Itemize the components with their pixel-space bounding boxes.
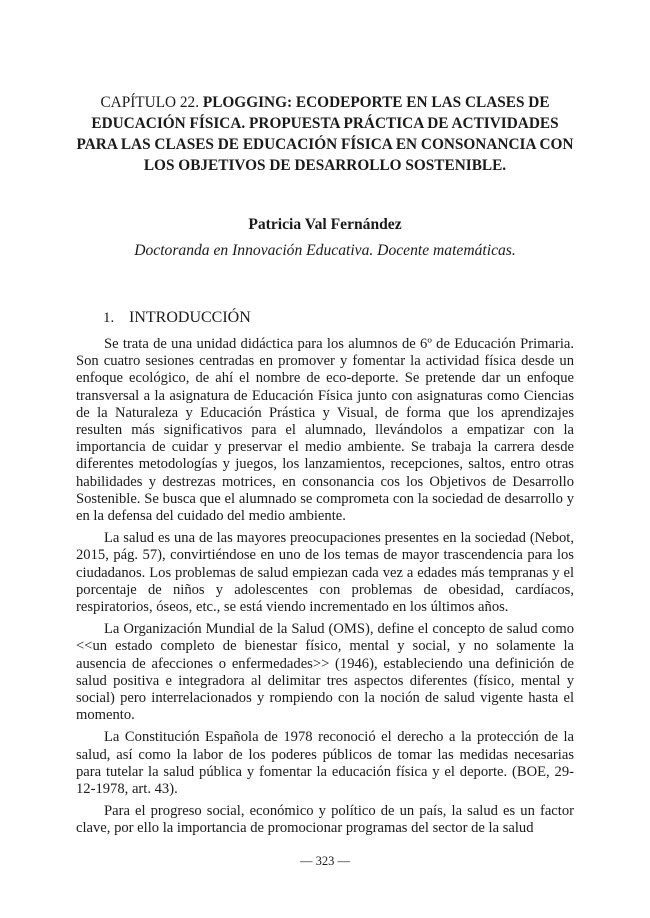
section-number: 1.: [103, 310, 115, 326]
paragraph: Se trata de una unidad didáctica para los alumnos de 6º de Educación Primaria. Son cuatro sesiones centradas en promover y fomentar la actividad física desde un enfoque ecológico, de ahí el nombre de eco-deporte. Se pretende dar un enfoque transversal a la asignatura de Educación Física junto con asignaturas como Ciencias de la Naturaleza y Educación Prástica y Visual, de forma que los aprendizajes resulten más significativos para el alumnado, llevándolos a empatizar con la importancia de cuidar y preservar el medio ambiente. Se trabaja la carrera desde diferentes metodologías y juegos, los lanzamientos, recepciones, saltos, entro otras habilidades y destrezas motrices, en consonancia cos los Objetivos de Desarrollo Sostenible. Se busca que el alumnado se comprometa con la sociedad de desarrollo y en la defensa del cuidado del medio ambiente.: [76, 336, 574, 525]
chapter-title-text: PLOGGING: ECODEPORTE EN LAS CLASES DE EDUCACIÓN FÍSICA. PROPUESTA PRÁCTICA DE ACTIVIDADES PARA LAS CLASES DE EDUCACIÓN FÍSICA EN CONSONANCIA CON LOS OBJETIVOS DE DESARROLLO SOSTENIBLE.: [76, 94, 574, 174]
section-title: INTRODUCCIÓN: [129, 309, 251, 326]
chapter-label: CAPÍTULO 22.: [100, 94, 203, 111]
paragraph: La Constitución Española de 1978 reconoció el derecho a la protección de la salud, así como la labor de los poderes públicos de tomar las medidas necesarias para tutelar la salud pública y fomentar la educación física y el deporte. (BOE, 29-12-1978, art. 43).: [76, 729, 574, 798]
author-affiliation: Doctoranda en Innovación Educativa. Docente matemáticas.: [134, 242, 516, 259]
section-heading: [103, 309, 251, 327]
page-number: — 323 —: [300, 854, 350, 868]
paragraph: La Organización Mundial de la Salud (OMS), define el concepto de salud como <<un estado completo de bienestar físico, mental y social, y no solamente la ausencia de afecciones o enfermedades>> (1946), estableciendo una definición de salud positiva e integradora al delimitar tres aspectos diferentes (físico, mental y social) pero interrelacionados y rompiendo con la noción de salud vigente hasta el momento.: [76, 621, 574, 724]
chapter-title: [76, 92, 574, 176]
paragraph: Para el progreso social, económico y político de un país, la salud es un factor clave, por ello la importancia de promocionar programas del sector de la salud: [76, 803, 574, 837]
body-text: [76, 336, 574, 843]
author-name: Patricia Val Fernández: [248, 216, 402, 233]
paragraph: La salud es una de las mayores preocupaciones presentes en la sociedad (Nebot, 2015, pág. 57), convirtiéndose en uno de los temas de mayor trascendencia para los ciudadanos. Los problemas de salud empiezan cada vez a edades más tempranas y el porcentaje de niños y adolescentes con problemas de obesidad, cardíacos, respiratorios, óseos, etc., se está viendo incrementado en los últimos años.: [76, 530, 574, 616]
